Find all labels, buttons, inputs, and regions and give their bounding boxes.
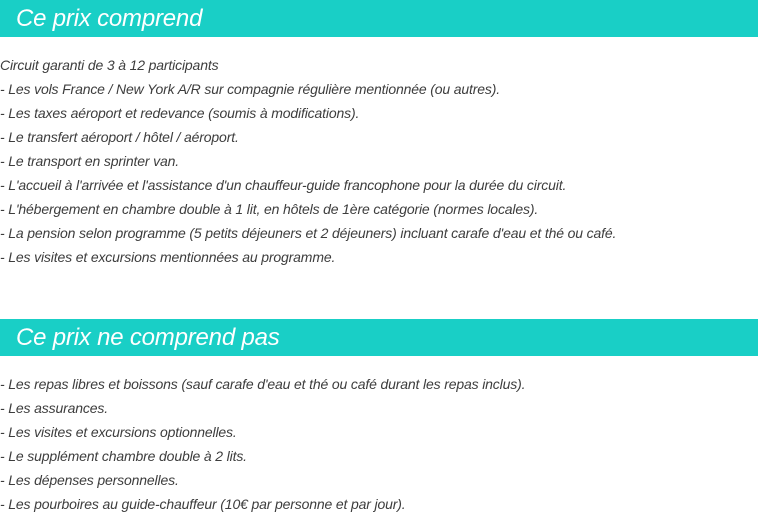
list-item: - L'hébergement en chambre double à 1 lit, en hôtels de 1ère catégorie (normes locales). <box>0 201 539 217</box>
includes-title: Ce prix comprend <box>16 4 203 32</box>
excludes-header <box>0 319 758 356</box>
list-item: - Les visites et excursions mentionnées au programme. <box>0 249 336 265</box>
list-item: - L'accueil à l'arrivée et l'assistance d'un chauffeur-guide francophone pour la durée du circuit. <box>0 177 567 193</box>
list-item: - Le transport en sprinter van. <box>0 153 179 169</box>
includes-list <box>0 53 758 269</box>
list-item: - La pension selon programme (5 petits déjeuners et 2 déjeuners) incluant carafe d'eau et thé ou café. <box>0 225 617 241</box>
list-item: - Les repas libres et boissons (sauf carafe d'eau et thé ou café durant les repas inclus). <box>0 376 526 392</box>
includes-header <box>0 0 758 37</box>
list-item: - Le supplément chambre double à 2 lits. <box>0 448 247 464</box>
excludes-title: Ce prix ne comprend pas <box>16 323 280 351</box>
list-item: - Les vols France / New York A/R sur compagnie régulière mentionnée (ou autres). <box>0 81 501 97</box>
list-item: - Les taxes aéroport et redevance (soumis à modifications). <box>0 105 360 121</box>
list-item: - Les visites et excursions optionnelles. <box>0 424 237 440</box>
list-item: - Les assurances. <box>0 400 108 416</box>
list-item: - Le transfert aéroport / hôtel / aéroport. <box>0 129 239 145</box>
excludes-list <box>0 372 758 516</box>
list-item: - Les pourboires au guide-chauffeur (10€ par personne et par jour). <box>0 496 406 512</box>
list-item: Circuit garanti de 3 à 12 participants <box>0 57 219 73</box>
list-item: - Les dépenses personnelles. <box>0 472 179 488</box>
